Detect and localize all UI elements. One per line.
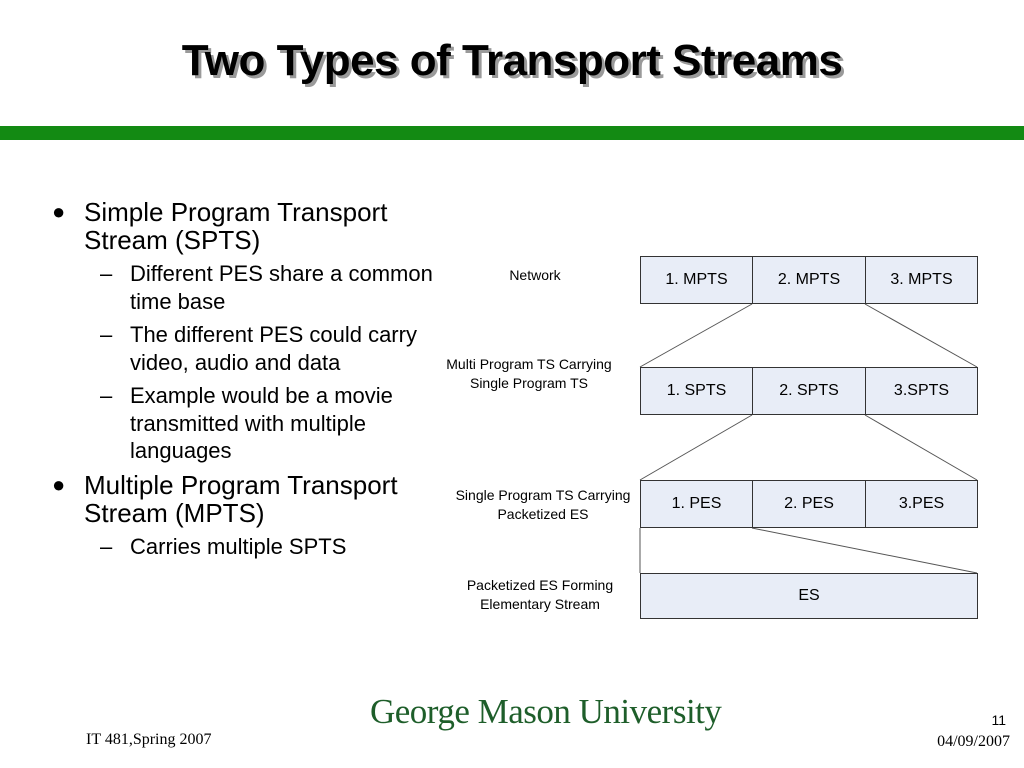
box-spts-1: 1. SPTS	[640, 367, 753, 415]
connector-line	[752, 528, 977, 573]
box-es: ES	[640, 573, 978, 619]
university-logo: George Mason University	[370, 692, 722, 731]
label-packetized-es: Packetized ES Forming Elementary Stream	[466, 577, 614, 612]
connector-line	[865, 304, 977, 367]
box-pes-1: 1. PES	[640, 480, 753, 528]
dash-icon: –	[100, 322, 113, 347]
sub-bullet-text: Example would be a movie transmitted with multiple languages	[130, 383, 393, 463]
label-single-program-ts: Single Program TS Carrying Packetized ES	[455, 487, 631, 522]
connector-line	[865, 415, 977, 480]
bullet-dot-icon: ●	[52, 471, 66, 497]
label-network: Network	[509, 267, 561, 283]
sub-bullet-text: The different PES could carry video, audio and data	[130, 322, 417, 375]
slide-title: Two Types of Transport Streams	[181, 36, 843, 85]
bullet-text: Multiple Program Transport Stream (MPTS)	[84, 469, 398, 528]
bullet-dot-icon: ●	[52, 199, 66, 224]
bullet-text: Simple Program Transport Stream (SPTS)	[84, 197, 388, 255]
footer-date: 04/09/2007	[937, 733, 1010, 750]
label-multi-program-ts: Multi Program TS Carrying Single Program TS	[446, 356, 612, 391]
footer-course: IT 481,Spring 2007	[86, 731, 212, 748]
connector-line	[640, 304, 752, 367]
box-mpts-3: 3. MPTS	[865, 256, 978, 304]
sub-bullet-text: Carries multiple SPTS	[130, 533, 347, 559]
box-mpts-2: 2. MPTS	[752, 256, 866, 304]
page-number: 11	[991, 712, 1006, 728]
connector-line	[640, 415, 752, 480]
box-spts-2: 2. SPTS	[752, 367, 866, 415]
box-pes-2: 2. PES	[752, 480, 866, 528]
box-mpts-1: 1. MPTS	[640, 256, 753, 304]
box-spts-3: 3.SPTS	[865, 367, 978, 415]
dash-icon: –	[100, 533, 113, 559]
sub-bullet-text: Different PES share a common time base	[130, 261, 433, 314]
dash-icon: –	[100, 261, 113, 286]
box-pes-3: 3.PES	[865, 480, 978, 528]
dash-icon: –	[100, 383, 113, 408]
